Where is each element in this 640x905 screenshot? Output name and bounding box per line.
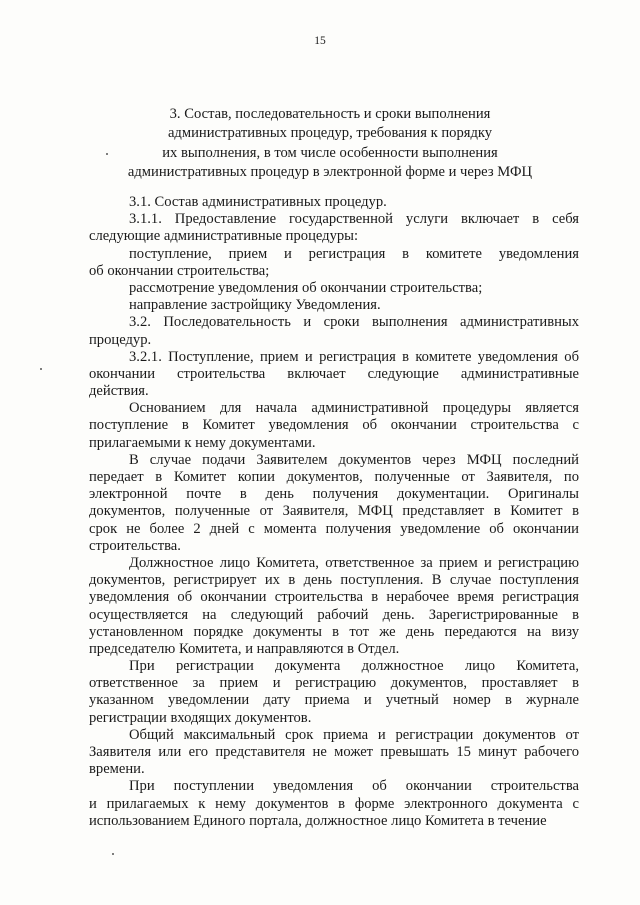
paragraph-line: При поступлении уведомления об окончании строительства: [129, 778, 579, 795]
paragraph: [89, 246, 579, 280]
paragraph-line: поступление, прием и регистрация в комитете уведомления: [129, 245, 579, 262]
paragraph: [89, 778, 579, 830]
document-body: [89, 194, 579, 830]
paragraph-line: Общий максимальный срок приема и регистрации документов от: [129, 726, 579, 743]
paragraph: [89, 727, 579, 779]
section-heading: [90, 105, 570, 182]
paragraph-line: осуществляется на следующий рабочий день. Зарегистрированные в: [89, 606, 579, 623]
paragraph-line: действия.: [89, 383, 149, 400]
paragraph: [89, 400, 579, 452]
paragraph-line: прилагаемыми к нему документами.: [89, 434, 316, 451]
paragraph-line: времени.: [89, 761, 145, 778]
paragraph: [89, 555, 579, 658]
paragraph-line: строительства.: [89, 537, 181, 554]
paragraph-line: передает в Комитет копии документов, полученные от Заявителя, по: [89, 469, 579, 485]
paragraph-line: рассмотрение уведомления об окончании строительства;: [129, 279, 483, 296]
paragraph-line: Основанием для начала административной процедуры является: [129, 400, 579, 417]
paragraph-line: председателю Комитета, и направляются в Отдел.: [89, 640, 400, 657]
paragraph-line: Должностное лицо Комитета, ответственное за прием и регистрацию: [129, 554, 579, 571]
paragraph-line: 3.1.1. Предоставление государственной услуги включает в себя: [129, 211, 579, 228]
paragraph-line: Заявителя или его представителя не может превышать 15 минут рабочего: [89, 744, 579, 760]
paragraph-line: окончании строительства включает следующие административные: [89, 365, 579, 382]
paragraph-line: документов, полученные от Заявителя, МФЦ представляет в Комитет в: [89, 503, 579, 520]
paragraph-line: установленном порядке документы в тот же день передаются на визу: [89, 623, 579, 640]
section-heading-line: их выполнения, в том числе особенности выполнения: [162, 144, 498, 161]
paragraph-line: об окончании строительства;: [89, 262, 270, 279]
paragraph: [89, 211, 579, 245]
paragraph: [89, 314, 579, 348]
paragraph: [89, 297, 579, 314]
section-heading-line: административных процедур в электронной форме и через МФЦ: [127, 163, 533, 180]
paragraph-line: 3.1. Состав административных процедур.: [129, 194, 387, 210]
paragraph-line: указанном уведомлении дату приема и учетный номер в журнале: [89, 692, 579, 709]
paragraph: [89, 280, 579, 297]
paragraph-line: срок не более 2 дней с момента получения уведомление об окончании: [89, 520, 579, 537]
paragraph-line: следующие административные процедуры:: [89, 228, 359, 245]
scan-speck: [106, 153, 108, 155]
paragraph-line: В случае подачи Заявителем документов через МФЦ последний: [129, 451, 579, 468]
paragraph-line: ответственное за прием и регистрацию документов, проставляет в: [89, 675, 579, 692]
paragraph-line: документов, регистрирует их в день поступления. В случае поступления: [89, 572, 579, 589]
paragraph: [89, 452, 579, 555]
paragraph-line: регистрации входящих документов.: [89, 709, 312, 726]
paragraph: [89, 194, 579, 211]
paragraph-line: уведомления об окончании строительства в нерабочее время регистрация: [89, 589, 579, 606]
paragraph-line: электронной почте в день получения документации. Оригиналы: [89, 486, 579, 503]
section-heading-line: административных процедур, требования к порядку: [167, 125, 493, 142]
paragraph: [89, 658, 579, 727]
paragraph-line: 3.2. Последовательность и сроки выполнения административных: [129, 314, 579, 331]
paragraph-line: процедур.: [89, 331, 152, 348]
paragraph-line: При регистрации документа должностное лицо Комитета,: [129, 658, 579, 675]
scan-speck: [112, 853, 114, 855]
paragraph-line: поступление в Комитет уведомления об окончании строительства с: [89, 417, 579, 434]
paragraph-line: и прилагаемых к нему документов в форме электронного документа с: [89, 795, 579, 812]
scan-speck: [40, 368, 42, 370]
paragraph-line: направление застройщику Уведомления.: [129, 297, 381, 314]
paragraph-line: использованием Единого портала, должностное лицо Комитета в течение: [89, 812, 547, 829]
page-number: 15: [314, 35, 326, 47]
paragraph: [89, 349, 579, 401]
paragraph-line: 3.2.1. Поступление, прием и регистрация в комитете уведомления об: [129, 348, 579, 365]
section-heading-line: 3. Состав, последовательность и сроки выполнения: [169, 106, 491, 122]
